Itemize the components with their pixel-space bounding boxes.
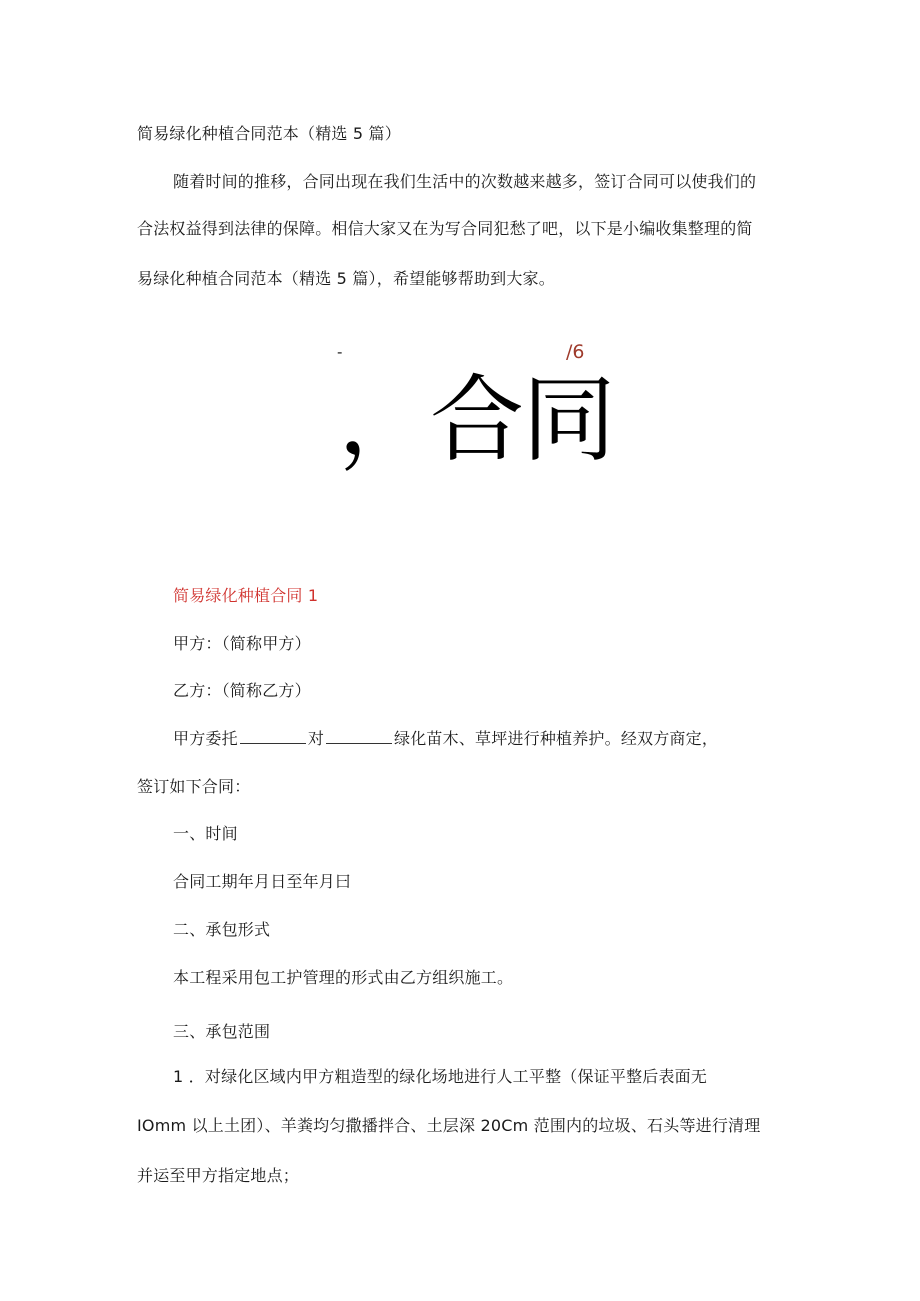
- page-marker-number: /6: [566, 341, 585, 363]
- page-marker-dash: -: [337, 343, 343, 361]
- intro-paragraph-line-2: 合法权益得到法律的保障。相信大家又在为写合同犯愁了吧，以下是小编收集整理的简: [137, 219, 753, 238]
- blank-field-1: [240, 729, 306, 744]
- entrust-text-1: 甲方委托: [173, 729, 238, 748]
- scope-item-1-line-1: 1 ．对绿化区域内甲方粗造型的绿化场地进行人工平整（保证平整后表面无: [173, 1067, 708, 1086]
- entrust-text-2: 对: [307, 729, 325, 748]
- party-b-line: 乙方：（简称乙方）: [173, 681, 311, 700]
- section-title: 简易绿化种植合同 1: [173, 586, 319, 605]
- clause-body-contract-form: 本工程采用包工护管理的形式由乙方组织施工。: [173, 968, 514, 987]
- entrust-continuation: 签订如下合同：: [137, 777, 251, 796]
- scope-item-1-line-2: IOmm 以上土团）、羊粪均匀撒播拌合、土层深 20Cm 范围内的垃圾、石头等进行清理: [137, 1116, 761, 1135]
- clause-body-time: 合同工期年月日至年月曰: [173, 872, 352, 891]
- entrust-text-3: 绿化苗木、草坪进行种植养护。经双方商定，: [394, 729, 719, 748]
- entrust-line: [173, 728, 718, 750]
- intro-paragraph-line-3: 易绿化种植合同范本（精选 5 篇），希望能够帮助到大家。: [137, 269, 555, 288]
- intro-paragraph-line-1: 随着时间的推移，合同出现在我们生活中的次数越来越多，签订合同可以使我们的: [173, 172, 757, 191]
- blank-field-2: [326, 729, 392, 744]
- clause-heading-scope: 三、承包范围: [173, 1022, 271, 1041]
- party-a-line: 甲方：（简称甲方）: [173, 634, 311, 653]
- clause-heading-time: 一、时间: [173, 824, 238, 843]
- clause-heading-contract-form: 二、承包形式: [173, 920, 271, 939]
- big-contract-heading: ，合同: [338, 366, 615, 475]
- document-title: 简易绿化种植合同范本（精选 5 篇）: [137, 124, 401, 143]
- scope-item-1-line-3: 并运至甲方指定地点；: [137, 1166, 300, 1185]
